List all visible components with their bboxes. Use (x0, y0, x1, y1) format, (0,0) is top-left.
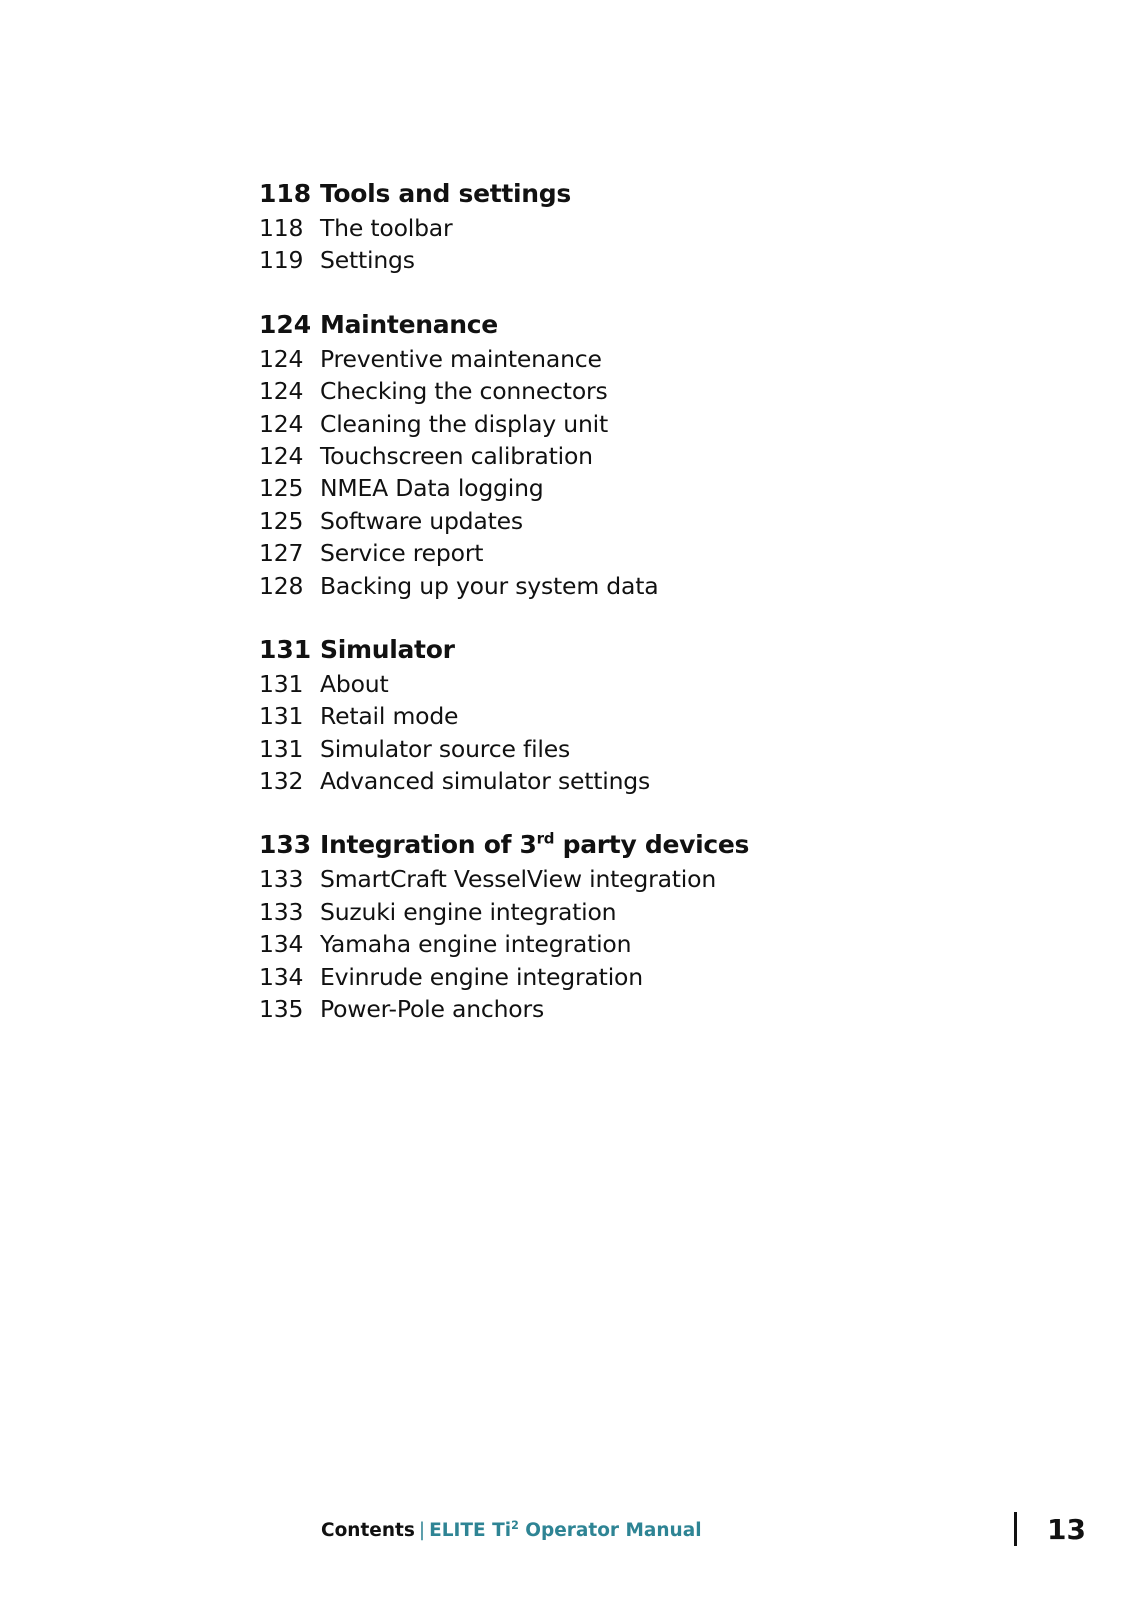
toc-section-third-party-integration (259, 827, 959, 1025)
toc-heading-page: 118 (259, 179, 312, 208)
toc-item-title: Evinrude engine integration (320, 962, 643, 991)
toc-item-title: Yamaha engine integration (320, 930, 632, 959)
toc-item[interactable] (259, 733, 959, 765)
toc-item[interactable] (259, 212, 959, 244)
toc-item[interactable] (259, 668, 959, 700)
toc-item-page: 132 (259, 767, 304, 796)
toc-item-title: Checking the connectors (320, 377, 608, 406)
toc-item-page: 134 (259, 930, 304, 959)
toc-item-title: Backing up your system data (320, 571, 659, 600)
toc-item[interactable] (259, 343, 959, 375)
toc-item-page: 124 (259, 409, 304, 438)
toc-item-title: NMEA Data logging (320, 474, 544, 503)
toc-item-page: 125 (259, 474, 304, 503)
toc-item-title: Software updates (320, 506, 523, 535)
page-number-block (1014, 1512, 1086, 1546)
toc-item-page: 128 (259, 571, 304, 600)
toc-heading-title: Maintenance (320, 309, 498, 339)
toc-item-title: About (320, 669, 389, 698)
toc-heading[interactable] (259, 632, 959, 668)
toc-item-page: 119 (259, 246, 304, 275)
toc-section-simulator (259, 632, 959, 798)
footer-manual-title (429, 1520, 701, 1541)
toc-item-title: Retail mode (320, 702, 459, 731)
toc-item-page: 131 (259, 702, 304, 731)
toc-item[interactable] (259, 896, 959, 928)
toc-item-title: The toolbar (320, 214, 453, 242)
toc-item-title: Touchscreen calibration (320, 441, 593, 470)
toc-item-page: 118 (259, 214, 304, 242)
manual-title-text: ELITE Ti (429, 1520, 512, 1541)
toc-item[interactable] (259, 993, 959, 1025)
toc-item[interactable] (259, 928, 959, 960)
toc-item-title: Advanced simulator settings (320, 767, 651, 796)
toc-item-title: Cleaning the display unit (320, 409, 608, 438)
toc-item-page: 133 (259, 897, 304, 926)
toc-item-page: 131 (259, 734, 304, 763)
toc-item[interactable] (259, 408, 959, 440)
toc-item[interactable] (259, 375, 959, 407)
toc-item-title: Settings (320, 246, 415, 275)
toc-heading-page: 124 (259, 309, 312, 339)
toc-item-title: Preventive maintenance (320, 344, 602, 373)
toc-item[interactable] (259, 961, 959, 993)
toc-heading-title (320, 827, 749, 863)
toc-section-maintenance (259, 307, 959, 602)
table-of-contents (259, 176, 959, 1055)
toc-heading[interactable] (259, 827, 959, 863)
ordinal-suffix: rd (536, 830, 555, 849)
page-number: 13 (1047, 1512, 1086, 1546)
manual-title-superscript: 2 (511, 1518, 519, 1532)
page-number-divider (1014, 1512, 1017, 1546)
toc-item[interactable] (259, 765, 959, 797)
toc-item-title: Service report (320, 539, 484, 568)
toc-item[interactable] (259, 440, 959, 472)
toc-section-tools-and-settings (259, 176, 959, 277)
toc-item[interactable] (259, 472, 959, 504)
toc-item-title: SmartCraft VesselView integration (320, 865, 717, 894)
toc-heading-page: 133 (259, 830, 312, 860)
toc-item-page: 125 (259, 506, 304, 535)
toc-item-page: 134 (259, 962, 304, 991)
toc-item-title: Simulator source files (320, 734, 571, 763)
toc-item[interactable] (259, 700, 959, 732)
toc-item[interactable] (259, 505, 959, 537)
toc-item-title: Suzuki engine integration (320, 897, 617, 926)
toc-item-page: 131 (259, 669, 304, 698)
toc-item-page: 133 (259, 865, 304, 894)
footer-section-name: Contents (321, 1520, 415, 1541)
toc-item[interactable] (259, 863, 959, 895)
toc-item[interactable] (259, 537, 959, 569)
toc-item-page: 127 (259, 539, 304, 568)
toc-heading[interactable] (259, 307, 959, 343)
toc-item[interactable] (259, 244, 959, 276)
toc-heading-page: 131 (259, 634, 312, 664)
toc-item-title: Power-Pole anchors (320, 995, 544, 1024)
page-footer (321, 1520, 702, 1541)
footer-separator: | (418, 1520, 426, 1541)
toc-item-page: 124 (259, 441, 304, 470)
toc-item-page: 124 (259, 377, 304, 406)
toc-heading-title: Tools and settings (320, 179, 571, 208)
toc-item-page: 124 (259, 344, 304, 373)
toc-item-page: 135 (259, 995, 304, 1024)
manual-title-text: Operator Manual (518, 1520, 702, 1541)
toc-item[interactable] (259, 570, 959, 602)
toc-heading[interactable] (259, 176, 959, 212)
toc-heading-title: Simulator (320, 634, 455, 664)
heading-text: Integration of 3 (320, 830, 537, 860)
heading-text: party devices (554, 830, 750, 860)
